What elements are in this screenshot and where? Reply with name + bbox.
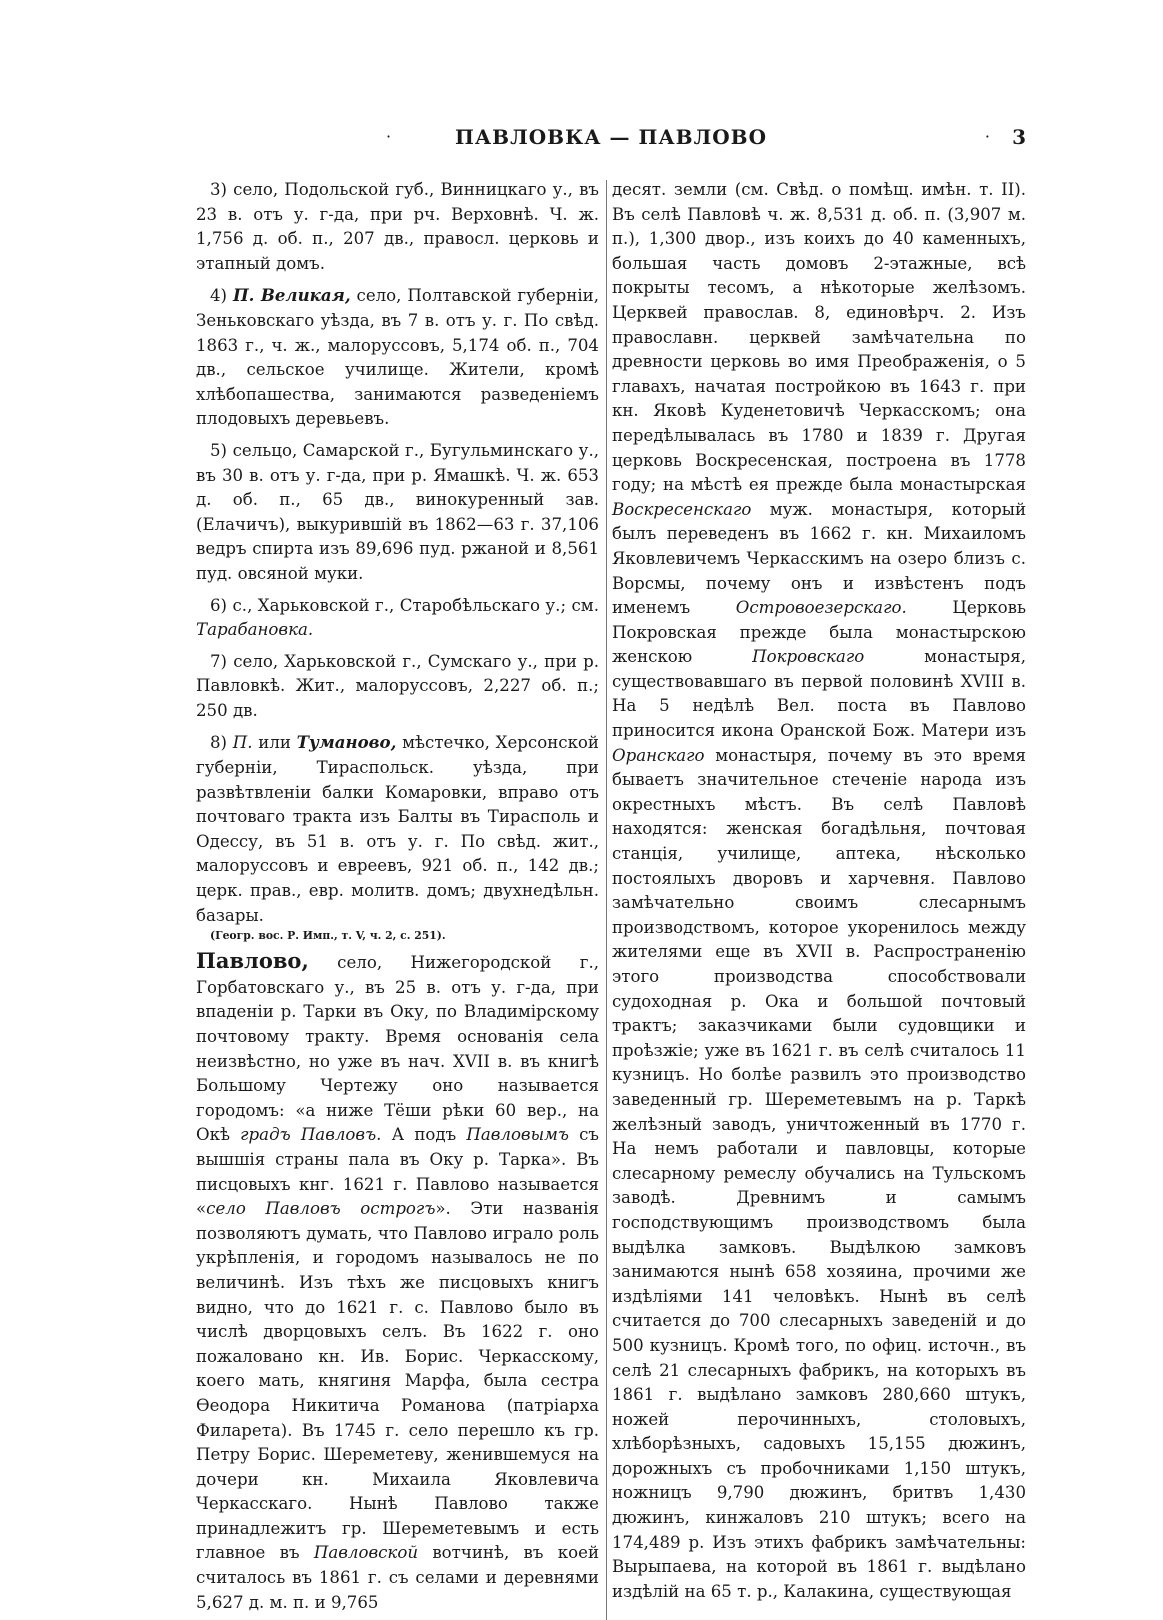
- entry-text: или: [258, 733, 291, 753]
- quoted-text: село Павловъ острогъ: [206, 1199, 436, 1219]
- page-number: 3: [1012, 125, 1026, 149]
- entry-text: ». Эти названія позволяютъ думать, что Павлово играло роль укрѣпленія, и городомъ называлось не по величинѣ. Изъ тѣхъ же писцовыхъ книгъ видно, что до 1621 г. с. Павлово было въ числѣ дворцовыхъ селъ. Въ 1622 г. оно пожаловано кн. Ив. Борис. Черкасскому, коего мать, княгиня Марфа, была сестра Ѳеодора Никитича Романова (патріарха Филарета). Въ 1745 г. село перешло къ гр. Петру Борис. Шереметеву, женившемуся на дочери кн. Михаила Яковлевича Черкасскаго. Нынѣ Павлово также принадлежитъ гр. Шереметевымъ и есть главное въ: [196, 1199, 599, 1563]
- running-head: [196, 125, 1026, 159]
- italic-name: Воскресенскаго: [612, 499, 752, 519]
- entry-text: десят. земли (см. Свѣд. о помѣщ. имѣн. т. II). Въ селѣ Павловѣ ч. ж. 8,531 д. об. п. (3,907 м. п.), 1,300 двор., изъ коихъ до 40 каменныхъ, большая часть домовъ 2-этажные, всѣ покрыты тесомъ, а нѣкоторые желѣзомъ. Церквей православ. 8, единовѣрч. 2. Изъ православн. церквей замѣчательна по древности церковь во имя Преображенія, о 5 главахъ, начатая постройкою въ 1643 г. при кн. Яковѣ Куденетовичѣ Черкасскомъ; она передѣлывалась въ 1780 и 1839 г. Другая церковь Воскресенская, построена въ 1778 году; на мѣстѣ ея прежде была монастырская: [612, 180, 1026, 495]
- page-title: ПАВЛОВКА — ПАВЛОВО: [454, 125, 767, 149]
- right-column: [612, 178, 1026, 1604]
- italic-name: Оранскаго: [612, 745, 705, 765]
- entry-text: А подъ: [391, 1125, 457, 1145]
- entry-text: съ вышшія страны пала въ Оку р. Тарка». Въ писцовыхъ кнг. 1621 г. Павлово называется «: [196, 1125, 599, 1219]
- quoted-text: Павловымъ: [466, 1125, 569, 1145]
- entry-text: 6) с., Харьковской г., Старобѣльскаго у.; см.: [210, 595, 599, 615]
- header-mark: ·: [984, 127, 990, 146]
- quoted-text: Павловской: [313, 1543, 419, 1563]
- entry-number: 4): [210, 286, 228, 306]
- column-divider: [606, 180, 607, 1620]
- entry-text: монастыря, почему въ это время бываетъ значительное стеченіе народа изъ окрестныхъ мѣстъ. Въ селѣ Павловѣ находятся: женская богадѣльня, почтовая станція, училище, аптека, нѣсколько постоялыхъ дворовъ и харчевня. Павлово замѣчательно своимъ слесарнымъ производствомъ, которое укоренилось между жителями еще въ XVII в. Распространенію этого производства способствовали судоходная р. Ока и большой почтовый трактъ; заказчиками были судовщики и проѣзжіе; уже въ 1621 г. въ селѣ считалось 11 кузницъ. Но болѣе развилъ это производство заведенный гр. Шереметевымъ на р. Таркѣ желѣзный заводъ, уничтоженный въ 1770 г. На немъ работали и павловцы, которые слесарному ремеслу обучались на Тульскомъ заводѣ. Древнимъ и самымъ господствующимъ производствомъ была выдѣлка замковъ. Выдѣлкою замковъ занимаются нынѣ 658 хозяина, прочими же издѣліями 141 человѣкъ. Нынѣ въ селѣ считается до 700 слесарныхъ заведеній и до 500 кузницъ. Кромѣ того, по офиц. источн., въ селѣ 21 слесарныхъ фабрикъ, на которыхъ въ 1861 г. выдѣлано замковъ 280,660 штукъ, ножей перочинныхъ, столовыхъ, хлѣборѣзныхъ, садовыхъ 15,155 дюжинъ, дорожныхъ съ пробочниками 1,150 штукъ, ножницъ 9,790 дюжинъ, бритвъ 1,430 дюжинъ, кинжаловъ 210 штукъ; всего на 174,489 р. Изъ этихъ фабрикъ замѣчательны: Вырыпаева, на которой въ 1861 г. выдѣлано издѣлій на 65 т. р., Калакина, существующая: [612, 745, 1027, 1601]
- entry-text: 3) село, Подольской губ., Винницкаго у., въ 23 в. отъ у. г-да, при рч. Верховнѣ. Ч. ж. 1,756 д. об. п., 207 дв., правосл. церковь и этапный домъ.: [196, 180, 599, 273]
- quoted-text: градъ Павловъ.: [240, 1125, 382, 1145]
- entry-number: 8): [210, 733, 228, 753]
- italic-name: Островоезерскаго.: [735, 598, 907, 618]
- entry-7: [196, 650, 599, 724]
- source-citation: (Геогр. вос. Р. Имп., т. V, ч. 2, с. 251).: [210, 929, 446, 943]
- entry-text: 7) село, Харьковской г., Сумскаго у., при р. Павловкѣ. Жит., малоруссовъ, 2,227 об. п.; 250 дв.: [196, 651, 599, 720]
- entry-name: П.: [232, 733, 253, 753]
- entry-5: [196, 439, 599, 587]
- entry-text: село, Полтавской губерніи, Зеньковскаго уѣзда, въ 7 в. отъ у. г. По свѣд. 1863 г., ч. ж., малоруссовъ, 5,174 об. п., 704 дв., сельское училище. Жители, кромѣ хлѣбопашества, занимаются разведеніемъ плодовыхъ деревьевъ.: [196, 286, 599, 429]
- entry-pavlovo: [196, 949, 599, 1615]
- entry-continuation: [612, 178, 1026, 1604]
- entry-text: 5) сельцо, Самарской г., Бугульминскаго у., въ 30 в. отъ у. г-да, при р. Ямашкѣ. Ч. ж. 653 д. об. п., 65 дв., винокуренный зав. (Елачичъ), выкурившій въ 1862—63 г. 37,106 ведръ спирта изъ 89,696 пуд. ржаной и 8,561 пуд. овсяной муки.: [196, 440, 599, 583]
- entry-text: мѣстечко, Херсонской губерніи, Тираспольск. уѣзда, при развѣтвленіи балки Комаровки, вправо отъ почтоваго тракта изъ Балты въ Тирасполь и Одессу, въ 51 в. отъ у. г. По свѣд. жит., малоруссовъ и евреевъ, 921 об. п., 142 дв.; церк. прав., евр. молитв. домъ; двухнедѣльн. базары.: [196, 733, 599, 925]
- entry-text: вотчинѣ, въ коей считалось въ 1861 г. съ селами и деревнями 5,627 д. м. п. и 9,765: [196, 1543, 600, 1612]
- entry-text: муж. монастыря, который былъ переведенъ въ 1662 г. кн. Михаиломъ Яковлевичемъ Черкасскимъ на озеро близъ с. Ворсмы, почему онъ и извѣстенъ подъ именемъ: [612, 499, 1026, 618]
- entry-name: П. Великая,: [232, 285, 351, 306]
- entry-6: [196, 594, 599, 643]
- left-column: [196, 178, 599, 1615]
- entry-text: село, Нижегородской г., Горбатовскаго у., въ 25 в. отъ у. г-да, при впаденіи р. Тарки въ Оку, по Владимірскому почтовому тракту. Время основанія села неизвѣстно, но уже въ нач. XVII в. въ книгѣ Большому Чертежу оно называется городомъ: «а ниже Тёши рѣки 60 вер., на Окѣ: [196, 953, 599, 1145]
- entry-alt-name: Туманово,: [296, 732, 397, 753]
- entry-headword: Павлово,: [196, 948, 309, 974]
- entry-text: Церковь Покровская прежде была монастырскою женскою: [612, 598, 1026, 667]
- header-mark: ·: [386, 127, 392, 146]
- italic-name: Покровскаго: [752, 647, 865, 667]
- entry-text: монастыря, существовавшаго въ первой половинѣ XVIII в. На 5 недѣлѣ Вел. поста въ Павлово приносится икона Оранской Бож. Матери изъ: [612, 647, 1026, 741]
- entry-4: [196, 283, 599, 432]
- entry-8: [196, 730, 599, 928]
- cross-reference: Тарабановка.: [196, 620, 314, 640]
- entry-3: [196, 178, 599, 276]
